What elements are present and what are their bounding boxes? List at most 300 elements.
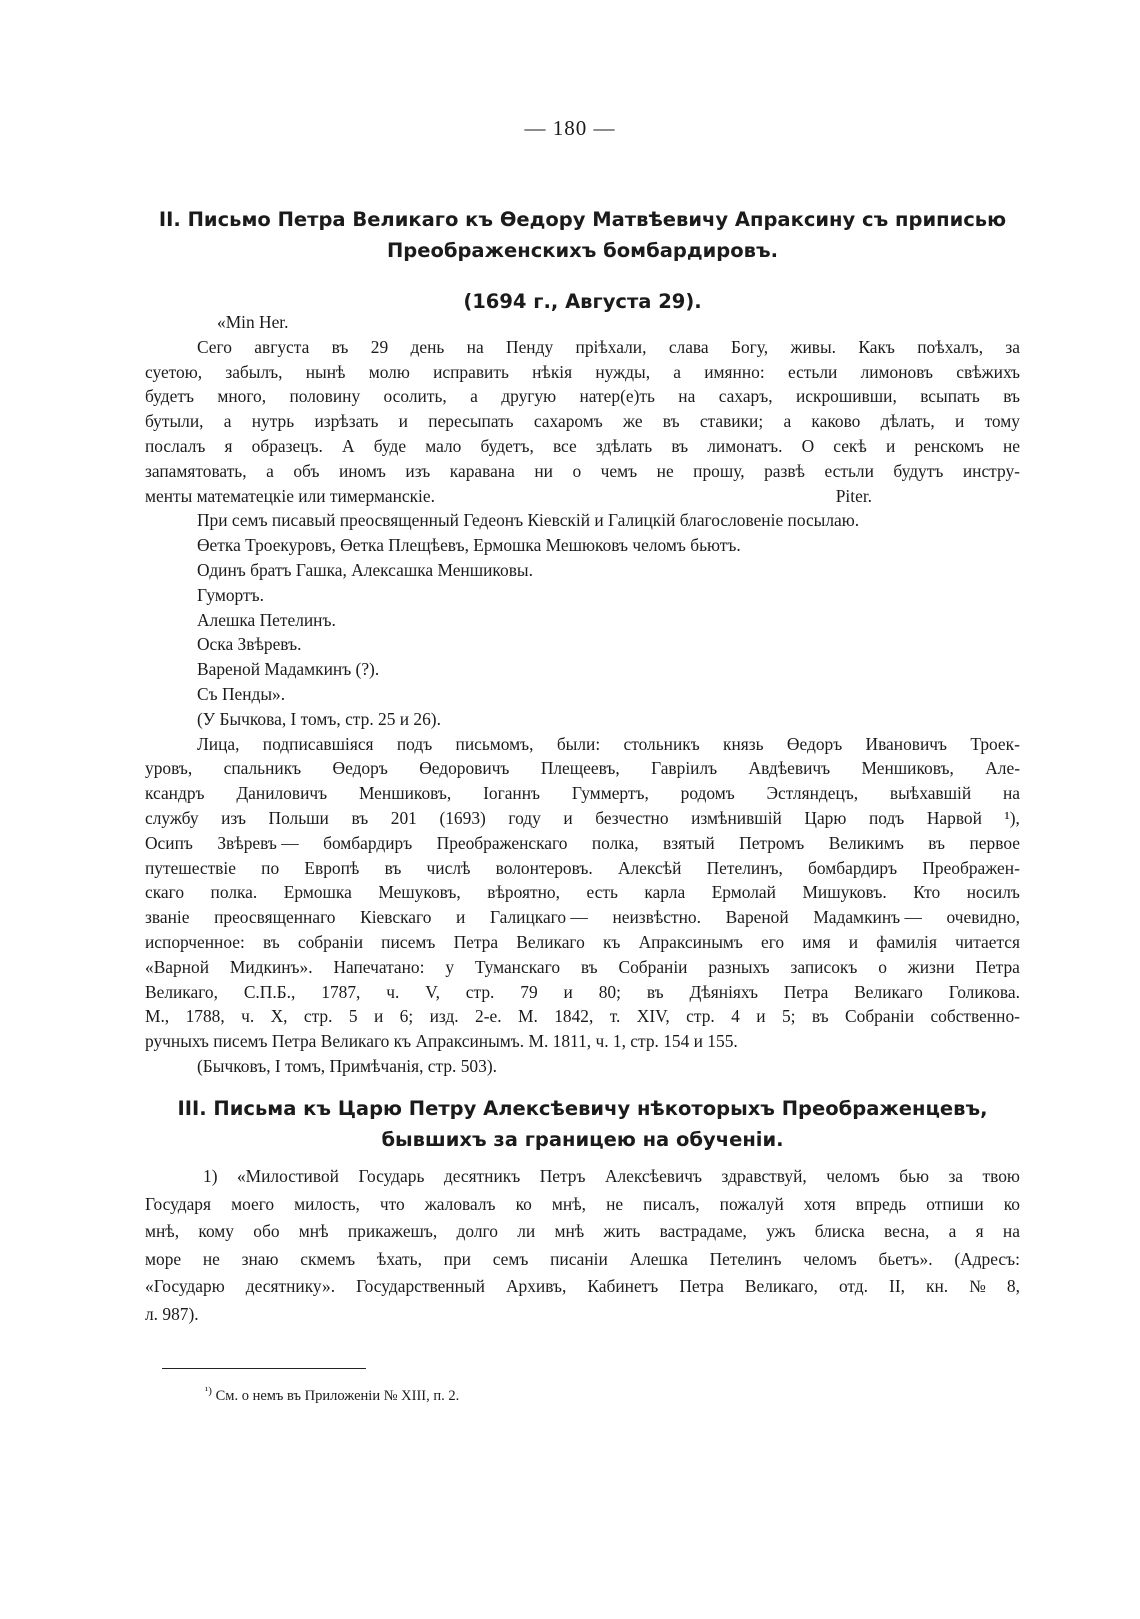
word: сахаромъ — [533, 411, 603, 432]
word: его — [761, 931, 785, 952]
word: есть — [586, 882, 618, 903]
text-line — [145, 533, 1020, 558]
word: V, — [425, 981, 440, 1002]
word: жить — [603, 1221, 641, 1241]
word: Петромъ — [739, 832, 805, 853]
word: Петра — [975, 956, 1020, 977]
word: фамилія — [876, 931, 937, 952]
word: ренскомъ — [914, 435, 984, 456]
word: «Варной — [145, 956, 210, 977]
word: Плещеевъ, — [540, 758, 620, 779]
word: что — [379, 1193, 405, 1214]
word: искрошивши, — [795, 386, 897, 407]
text-line — [145, 1218, 1020, 1246]
word: блиска — [814, 1221, 865, 1241]
word: сахаръ, — [718, 386, 773, 407]
word: семъ — [492, 1248, 529, 1269]
line-text: При семъ писавый преосвященный Гедеонъ Кіевскій и Галицкій благословеніе посылаю. — [197, 510, 860, 531]
word: и — [955, 411, 965, 432]
word: уровъ, — [145, 758, 193, 779]
word: записокъ — [790, 956, 858, 977]
word: кому — [198, 1221, 235, 1241]
text-line — [145, 508, 1020, 533]
word: Петра — [679, 1276, 724, 1296]
word: званіе — [145, 907, 190, 928]
word: Ермошка — [283, 882, 352, 903]
word: преосвященнаго — [214, 907, 336, 928]
word: Сего — [197, 336, 232, 357]
word: день — [410, 336, 445, 357]
footnote-mark: ¹) — [205, 1385, 212, 1397]
text-line — [145, 856, 1020, 881]
word: Государя — [145, 1193, 212, 1214]
word: неизвѣстно. — [612, 907, 701, 928]
word: 1787, — [321, 981, 361, 1002]
word: половину — [289, 386, 361, 407]
word: же — [623, 411, 643, 432]
word: скаго — [145, 882, 185, 903]
text-line — [145, 583, 1020, 608]
word: Великаго, — [145, 981, 218, 1002]
word: изрѣзать — [314, 411, 379, 432]
word: Алексѣй — [617, 857, 682, 878]
word: стр. — [465, 981, 495, 1002]
word: исправить — [433, 361, 509, 382]
letter-date: (1694 г., Августа 29). — [463, 290, 702, 313]
word: подписавшіяся — [262, 733, 374, 754]
line-text: Өетка Троекуровъ, Өетка Плещѣевъ, Ермошка Мешюковъ челомъ бьютъ. — [197, 535, 741, 556]
word: подъ — [396, 733, 433, 754]
section-2-body — [145, 310, 1020, 1079]
word: 1842, — [554, 1006, 594, 1027]
text-line — [145, 434, 1020, 459]
word: чемъ — [600, 460, 638, 481]
word: молю — [368, 361, 410, 382]
word: Собраніи — [618, 956, 688, 977]
text-line — [145, 1054, 1020, 1079]
word: знаю — [241, 1248, 279, 1269]
word: хотя — [803, 1193, 836, 1214]
word: инстру- — [962, 460, 1020, 481]
word: Петра — [453, 931, 499, 952]
word: будутъ — [893, 460, 944, 481]
word: бью — [899, 1166, 929, 1186]
word: мнѣ — [298, 1221, 329, 1241]
word: 201 — [390, 807, 417, 828]
word: вастрадаме, — [659, 1221, 747, 1241]
word: мало — [425, 435, 462, 456]
line-text: Вареной Мадамкинъ (?). — [197, 659, 380, 680]
word: и — [756, 1006, 766, 1027]
word: Напечатано: — [333, 956, 425, 977]
word: М. — [518, 1006, 538, 1027]
text-line — [145, 1191, 1020, 1219]
word: десятникъ — [443, 1166, 521, 1186]
text-line — [145, 558, 1020, 583]
line-text: Одинъ братъ Гашка, Алексашка Меншиковы. — [197, 559, 533, 580]
text-line — [145, 980, 1020, 1005]
word: будетъ, — [480, 435, 534, 456]
word: твою — [982, 1166, 1020, 1186]
word: каравана — [449, 460, 515, 481]
word: море — [145, 1248, 182, 1269]
text-line — [145, 310, 1020, 335]
word: буде — [373, 435, 407, 456]
word: XIV, — [636, 1006, 670, 1027]
word: слава — [668, 336, 709, 357]
word: суетою, — [145, 361, 203, 382]
word: спальникъ — [223, 758, 302, 779]
word: Собраніи — [845, 1006, 915, 1027]
word: службу — [145, 807, 199, 828]
word: испорченное: — [145, 931, 245, 952]
word: Гавріилъ — [651, 758, 718, 779]
word: стольникъ — [623, 733, 700, 754]
word: Апраксинымъ — [638, 931, 743, 952]
word: ставики; — [699, 411, 764, 432]
word: подъ — [868, 807, 905, 828]
text-line — [145, 756, 1020, 781]
word: 2-е. — [475, 1006, 502, 1027]
word: Осипъ — [145, 832, 193, 853]
word: Мадамкинъ — — [813, 907, 922, 928]
text-line — [145, 459, 1020, 484]
word: живы. — [790, 336, 837, 357]
word: обо — [253, 1221, 280, 1241]
word: Голикова. — [948, 981, 1020, 1002]
word: за — [948, 1166, 964, 1186]
word: писалъ, — [643, 1193, 700, 1214]
word: стр. — [303, 1006, 333, 1027]
word: Какъ — [858, 336, 895, 357]
word: ужъ — [766, 1221, 796, 1241]
word: а — [223, 411, 232, 432]
word: въ — [811, 1006, 829, 1027]
word: Гуммертъ, — [571, 783, 649, 804]
word: Царю — [804, 807, 847, 828]
word: М., — [145, 1006, 170, 1027]
word: августа — [254, 336, 310, 357]
word: пересыпать — [428, 411, 514, 432]
word: жаловалъ — [424, 1193, 496, 1214]
signature: Piter. — [835, 485, 872, 506]
word: ѣхать, — [376, 1248, 422, 1269]
word: ручныхъ писемъ Петра Великаго къ Апраксинымъ. М. 1811, ч. 1, стр. 154 и 155. — [145, 1031, 738, 1052]
word: у — [445, 956, 455, 977]
word: долго — [456, 1221, 498, 1241]
word: весна, — [884, 1221, 930, 1241]
word: Өедоръ — [332, 758, 388, 779]
word: а — [948, 1221, 957, 1241]
text-line — [145, 880, 1020, 905]
word: въ — [580, 956, 598, 977]
word: карла — [644, 882, 686, 903]
word: образецъ. — [251, 435, 323, 456]
word: Петръ — [539, 1166, 586, 1186]
word: челомъ — [826, 1166, 880, 1186]
word: Преображенскаго — [436, 832, 568, 853]
word: Архивъ, — [505, 1276, 567, 1296]
text-line — [145, 806, 1020, 831]
word: моего — [231, 1193, 275, 1214]
word: имя — [802, 931, 831, 952]
word: вѣроятно, — [487, 882, 560, 903]
word: а — [673, 361, 682, 382]
word: родомъ — [680, 783, 735, 804]
footnote-rule — [162, 1368, 366, 1369]
word: С.П.Б., — [243, 981, 296, 1002]
word: Вареной — [725, 907, 789, 928]
word: Государь — [358, 1166, 425, 1186]
word: и — [563, 981, 573, 1002]
word: другую — [501, 386, 557, 407]
word: прошу, — [693, 460, 745, 481]
word: писемъ — [381, 931, 436, 952]
word: бутыли, — [145, 411, 204, 432]
footnote-text: См. о немъ въ Приложеніи № XIII, п. 2. — [215, 1387, 460, 1404]
word: я — [224, 435, 233, 456]
text-line — [145, 484, 1020, 509]
word: (1693) — [439, 807, 486, 828]
word: мнѣ — [554, 1221, 585, 1241]
word: десятнику». — [245, 1276, 336, 1296]
word: 1788, — [185, 1006, 225, 1027]
word: нынѣ — [305, 361, 346, 382]
heading-line: бывшихъ за границею на обученіи. — [381, 1128, 784, 1151]
page-number: — 180 — — [524, 116, 616, 140]
word: ли — [517, 1221, 536, 1241]
word: свѣжихъ — [956, 361, 1020, 382]
word: ко — [1003, 1193, 1020, 1214]
word: и — [885, 435, 896, 456]
word: въ — [351, 807, 369, 828]
word: запамятовать, — [145, 460, 247, 481]
line-text: (Бычковъ, I томъ, Примѣчанія, стр. 503). — [197, 1055, 497, 1076]
text-line — [145, 335, 1020, 360]
word: Петра — [783, 981, 829, 1002]
word: году — [508, 807, 541, 828]
line-text: Оска Звѣревъ. — [197, 634, 302, 655]
word: а — [470, 386, 478, 407]
text-line — [145, 930, 1020, 955]
word: т. — [609, 1006, 621, 1027]
word: все — [552, 435, 577, 456]
word: Польши — [268, 807, 329, 828]
word: очевидно, — [946, 907, 1020, 928]
word: Алексѣевичъ — [604, 1166, 703, 1186]
word: тому — [984, 411, 1020, 432]
word: ксандръ — [145, 783, 205, 804]
word: полка, — [591, 832, 639, 853]
word: милость, — [294, 1193, 360, 1214]
word: Лица, — [197, 733, 240, 754]
word: я — [975, 1221, 984, 1241]
word: а — [783, 411, 792, 432]
line-text: менты математецкіе или тимерманскіе. — [145, 485, 435, 506]
word: Ермолай — [711, 882, 776, 903]
word: Петелинъ — [709, 1248, 782, 1269]
line-text: (У Бычкова, I томъ, стр. 25 и 26). — [197, 708, 441, 729]
word: 5 — [348, 1006, 358, 1027]
word: здѣлать — [595, 435, 653, 456]
word: о — [878, 956, 887, 977]
word: будетъ — [145, 386, 194, 407]
word: путешествіе — [145, 857, 236, 878]
word: 5; — [781, 1006, 796, 1027]
word: нужды, — [595, 361, 651, 382]
section-3-heading — [130, 1093, 1035, 1155]
word: развѣ — [764, 460, 806, 481]
word: лимонатъ. — [707, 435, 783, 456]
text-line — [145, 384, 1020, 409]
line-text: Гумортъ. — [197, 584, 264, 605]
word: 4 — [731, 1006, 740, 1027]
word: отпиши — [926, 1193, 984, 1214]
word: бомбардиръ — [808, 857, 898, 878]
heading-line: Преображенскихъ бомбардировъ. — [386, 239, 779, 262]
word: осолить, — [383, 386, 447, 407]
word: пріѣхали, — [575, 336, 647, 357]
word: ко — [515, 1193, 532, 1214]
word: а — [266, 460, 274, 481]
word: натер(е)ть — [579, 386, 655, 407]
text-line — [145, 1163, 1020, 1191]
word: Авдѣевичъ — [748, 758, 831, 779]
word: стр. — [686, 1006, 715, 1027]
word: забылъ, — [225, 361, 283, 382]
word: Меншиковъ, — [861, 758, 954, 779]
word: имянно: — [704, 361, 765, 382]
word: безчестно — [595, 807, 669, 828]
word: Великаго — [854, 981, 923, 1002]
word: измѣнившій — [691, 807, 782, 828]
word: взятый — [663, 832, 715, 853]
word: ч. — [386, 981, 400, 1002]
word: Мешуковъ, — [378, 882, 461, 903]
word: 79 — [520, 981, 538, 1002]
word: изъ — [221, 807, 246, 828]
line-text: Съ Пенды». — [197, 683, 286, 704]
word: первое — [969, 832, 1020, 853]
word: объ — [293, 460, 320, 481]
text-line — [145, 781, 1020, 806]
word: о — [572, 460, 582, 481]
word: Великаго, — [744, 1276, 818, 1296]
word: II, — [889, 1276, 905, 1296]
word: отд. — [838, 1276, 868, 1296]
word: мнѣ, — [551, 1193, 587, 1214]
word: бьетъ». — [878, 1248, 933, 1269]
word: и — [373, 1006, 384, 1027]
word: лимоновъ — [860, 361, 934, 382]
text-line — [145, 657, 1020, 682]
word: на — [678, 386, 696, 407]
text-line — [145, 831, 1020, 856]
word: послалъ — [145, 435, 206, 456]
word: много, — [217, 386, 267, 407]
word: Кіевскаго — [360, 907, 432, 928]
word: Кто — [913, 882, 941, 903]
word: жизни — [907, 956, 955, 977]
word: нутрь — [251, 411, 295, 432]
word: Великимъ — [828, 832, 904, 853]
text-line — [145, 360, 1020, 385]
word: въ — [671, 435, 689, 456]
text-line — [145, 955, 1020, 980]
word: Мидкинъ». — [229, 956, 313, 977]
word: Великаго — [516, 931, 585, 952]
heading-line: II. Письмо Петра Великаго къ Өедору Матвѣевичу Апраксину съ приписью — [158, 208, 1007, 231]
word: въ — [384, 857, 402, 878]
word: на — [1002, 1221, 1020, 1241]
word: собственно- — [930, 1006, 1020, 1027]
word: X, — [270, 1006, 288, 1027]
text-line — [145, 608, 1020, 633]
word: были: — [556, 733, 601, 754]
word: ни — [534, 460, 553, 481]
word: носилъ — [966, 882, 1020, 903]
text-line — [145, 707, 1020, 732]
word: не — [656, 460, 674, 481]
word: Өедоровичъ — [419, 758, 510, 779]
word: полка. — [210, 882, 258, 903]
word: Даниловичъ — [236, 783, 328, 804]
word: естьли — [824, 460, 874, 481]
word: и — [456, 907, 466, 928]
word: 6; — [399, 1006, 414, 1027]
text-line — [145, 732, 1020, 757]
word: собраніи — [297, 931, 364, 952]
word: «Государю — [145, 1276, 225, 1296]
text-line — [145, 1004, 1020, 1029]
word: разныхъ — [708, 956, 770, 977]
word: въ — [331, 336, 349, 357]
section-2-heading — [130, 204, 1035, 266]
text-line — [145, 682, 1020, 707]
word: бомбардиръ — [323, 832, 413, 853]
word: каково — [811, 411, 861, 432]
word: въ — [262, 931, 280, 952]
text-line — [145, 1246, 1020, 1274]
word: Галицкаго — — [489, 907, 588, 928]
word: Ивановичъ — [865, 733, 948, 754]
word: Але- — [985, 758, 1020, 779]
word: и — [848, 931, 859, 952]
word: Өедоръ — [786, 733, 843, 754]
word: изд. — [429, 1006, 459, 1027]
text-line — [145, 632, 1020, 657]
word: и — [398, 411, 408, 432]
text-line — [145, 1029, 1020, 1054]
word: Европѣ — [304, 857, 360, 878]
word: Богу, — [730, 336, 769, 357]
word: Нарвой — [926, 807, 982, 828]
word: кн. — [926, 1276, 949, 1296]
word: л. 987). — [145, 1303, 199, 1324]
word: изъ — [405, 460, 431, 481]
word: впредь — [855, 1193, 907, 1214]
word: Іоганнъ — [483, 783, 541, 804]
word: скмемъ — [300, 1248, 356, 1269]
word: князь — [723, 733, 764, 754]
word: Дѣяніяхъ — [689, 981, 758, 1002]
word: на — [466, 336, 484, 357]
text-line — [145, 905, 1020, 930]
word: Меншиковъ, — [358, 783, 452, 804]
word: Туманскаго — [474, 956, 561, 977]
line-text: Алешка Петелинъ. — [197, 609, 336, 630]
word: и — [563, 807, 573, 828]
